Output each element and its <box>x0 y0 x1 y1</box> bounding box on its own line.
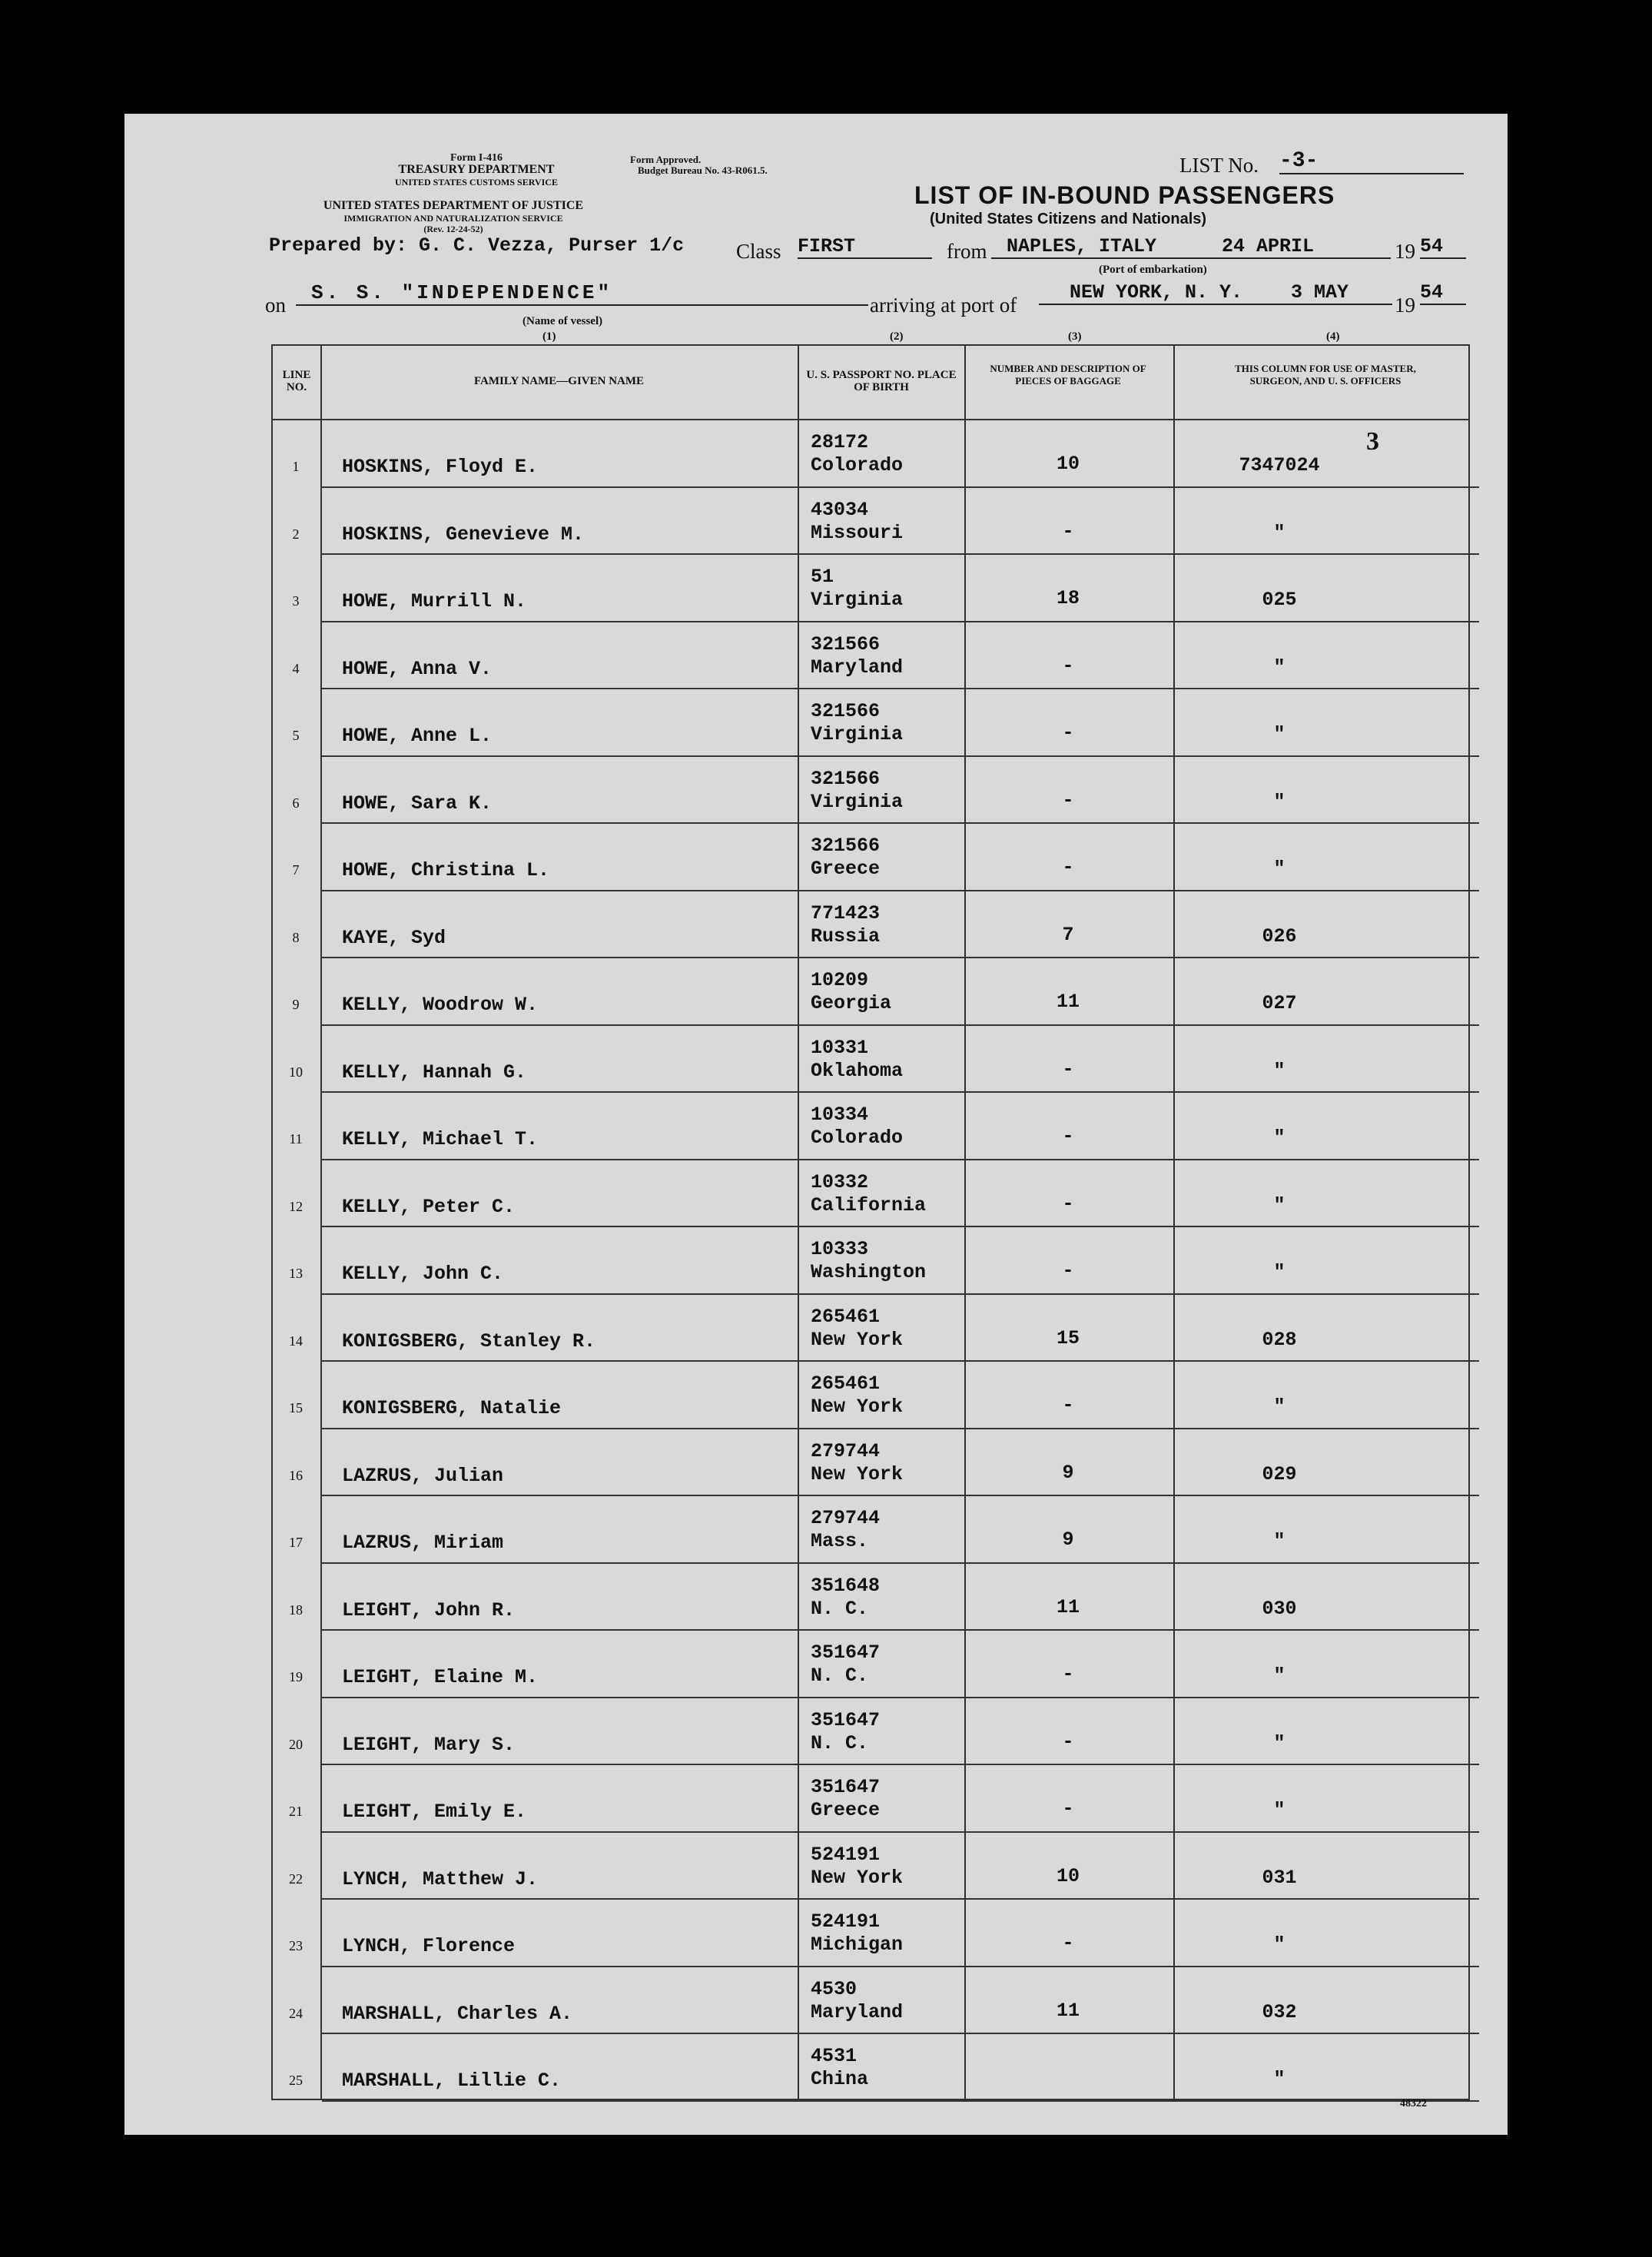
line-number: 8 <box>292 929 300 945</box>
place-of-birth: China <box>811 2068 869 2090</box>
table-row <box>273 689 1479 757</box>
baggage-count: 9 <box>1062 1528 1074 1551</box>
passenger-name: HOWE, Sara K. <box>342 792 493 815</box>
line-number: 19 <box>289 1669 303 1684</box>
table-row <box>273 622 1479 690</box>
line-number: 3 <box>292 593 300 609</box>
passport-number: 321566 <box>811 835 881 857</box>
passenger-table <box>271 344 1470 2100</box>
line-number: 11 <box>289 1131 303 1147</box>
header-officers: THIS COLUMN FOR USE OF MASTER, SURGEON, AND U. S. OFFICERS <box>1235 363 1416 387</box>
officer-note: " <box>1273 1261 1285 1283</box>
officer-note: " <box>1273 521 1285 544</box>
passenger-name: KONIGSBERG, Natalie <box>342 1397 562 1419</box>
passport-number: 51 <box>811 566 834 588</box>
line-number: 22 <box>289 1870 303 1887</box>
class-label: Class <box>736 240 781 263</box>
baggage-count: 11 <box>1056 1999 1080 2022</box>
line-number: 24 <box>289 2005 303 2021</box>
passport-number: 771423 <box>811 901 881 924</box>
officer-note: 029 <box>1262 1462 1297 1485</box>
place-of-birth: Colorado <box>811 1127 904 1149</box>
table-row <box>273 420 1479 488</box>
baggage-count: - <box>1062 1730 1074 1753</box>
passenger-name: LEIGHT, Mary S. <box>342 1733 516 1756</box>
place-of-birth: Greece <box>811 858 881 880</box>
table-row <box>273 1631 1479 1698</box>
passport-number: 10332 <box>811 1170 869 1193</box>
department-treasury: TREASURY DEPARTMENT <box>398 163 555 176</box>
prepared-by: Prepared by: G. C. Vezza, Purser 1/c <box>269 234 685 257</box>
place-of-birth: Mass. <box>811 1530 869 1552</box>
table-row <box>273 488 1479 556</box>
embarkation-year: 54 <box>1420 235 1466 259</box>
table-row <box>273 1900 1479 1967</box>
place-of-birth: Virginia <box>811 790 904 813</box>
passport-number: 10334 <box>811 1104 869 1126</box>
officer-note: " <box>1273 1396 1285 1418</box>
port-of-arrival: NEW YORK, N. Y. <box>1039 281 1392 305</box>
officer-note: 032 <box>1262 2000 1297 2023</box>
passenger-name: HOWE, Christina L. <box>342 859 550 881</box>
officer-note: " <box>1273 1933 1285 1956</box>
passenger-name: HOWE, Anne L. <box>342 725 493 747</box>
column-number-4: (4) <box>1326 330 1340 343</box>
place-of-birth: Colorado <box>811 454 904 476</box>
baggage-count: - <box>1062 856 1074 878</box>
place-of-birth: Greece <box>811 1799 881 1821</box>
passport-number: 265461 <box>811 1372 881 1395</box>
list-number-label: LIST No. <box>1179 154 1259 177</box>
baggage-count: - <box>1062 519 1074 543</box>
baggage-count: 10 <box>1056 453 1080 475</box>
officer-note: 7347024 <box>1239 454 1320 476</box>
port-embarkation-caption: (Port of embarkation) <box>1099 264 1207 276</box>
passenger-name: KELLY, Michael T. <box>342 1128 539 1150</box>
table-row <box>273 1564 1479 1631</box>
place-of-birth: New York <box>811 1462 904 1485</box>
arrival-year: 54 <box>1420 281 1466 305</box>
place-of-birth: Virginia <box>811 589 904 611</box>
line-number: 10 <box>289 1064 303 1080</box>
passenger-name: KONIGSBERG, Stanley R. <box>342 1329 596 1353</box>
officer-note: " <box>1273 1665 1285 1687</box>
line-number: 1 <box>292 459 300 474</box>
margin-mark: 3 <box>1366 427 1379 456</box>
port-of-embarkation: NAPLES, ITALY <box>991 235 1391 259</box>
line-number: 6 <box>292 795 300 811</box>
place-of-birth: Georgia <box>811 992 892 1014</box>
officer-note: 027 <box>1262 992 1297 1014</box>
officer-note: " <box>1273 790 1285 813</box>
baggage-count: - <box>1062 1394 1074 1416</box>
passenger-name: HOWE, Anna V. <box>342 657 493 680</box>
line-number: 20 <box>289 1736 303 1752</box>
place-of-birth: Missouri <box>811 521 904 544</box>
table-row <box>273 1227 1479 1295</box>
passenger-name: KELLY, Hannah G. <box>342 1060 527 1084</box>
header-passport: U. S. PASSPORT NO. PLACE OF BIRTH <box>806 369 957 393</box>
budget-bureau: Budget Bureau No. 43-R061.5. <box>638 164 768 176</box>
table-row <box>273 1429 1479 1497</box>
vessel-name: S. S. "INDEPENDENCE" <box>296 281 868 306</box>
table-row <box>273 1496 1479 1564</box>
column-number-2: (2) <box>890 330 904 343</box>
table-row <box>273 555 1479 622</box>
passenger-name: KAYE, Syd <box>342 926 446 949</box>
passenger-name: HOSKINS, Genevieve M. <box>342 523 585 546</box>
passenger-name: LEIGHT, Elaine M. <box>342 1666 539 1688</box>
baggage-count: - <box>1062 1932 1074 1954</box>
table-row <box>273 958 1479 1026</box>
table-row <box>273 1026 1479 1094</box>
header-baggage: NUMBER AND DESCRIPTION OF PIECES OF BAGGAGE <box>990 363 1146 387</box>
passport-number: 4531 <box>811 2045 858 2067</box>
form-subtitle: (United States Citizens and Nationals) <box>930 211 1207 227</box>
officer-note: " <box>1273 858 1285 880</box>
baggage-count: 10 <box>1056 1864 1080 1887</box>
officer-note: " <box>1273 1059 1285 1082</box>
line-number: 12 <box>289 1198 303 1214</box>
line-number: 2 <box>292 526 300 542</box>
table-row <box>273 757 1479 825</box>
line-number: 25 <box>289 2073 303 2088</box>
table-row <box>273 2034 1479 2102</box>
place-of-birth: New York <box>811 1328 904 1351</box>
customs-service: UNITED STATES CUSTOMS SERVICE <box>395 177 558 188</box>
ins-service: IMMIGRATION AND NATURALIZATION SERVICE <box>343 213 563 224</box>
baggage-count: - <box>1062 1663 1074 1685</box>
column-number-3: (3) <box>1068 330 1082 343</box>
line-number: 4 <box>292 660 300 676</box>
table-row <box>273 1967 1479 2035</box>
from-label: from <box>947 240 987 263</box>
line-number: 7 <box>292 862 300 878</box>
officer-note: 025 <box>1262 589 1297 611</box>
place-of-birth: N. C. <box>811 1597 869 1620</box>
on-label: on <box>265 294 286 317</box>
passport-number: 43034 <box>811 498 869 521</box>
baggage-count: - <box>1062 1260 1074 1282</box>
table-row <box>273 1362 1479 1429</box>
table-row <box>273 1160 1479 1228</box>
line-number: 18 <box>289 1601 303 1618</box>
passport-number: 28172 <box>811 431 869 453</box>
arrival-date: 3 MAY <box>1291 281 1349 304</box>
passport-number: 524191 <box>811 1843 881 1866</box>
place-of-birth: Michigan <box>811 1933 904 1956</box>
form-serial: 48322 <box>1400 2098 1427 2109</box>
table-row <box>273 1698 1479 1766</box>
arriving-label: arriving at port of <box>870 294 1017 317</box>
header-name: FAMILY NAME—GIVEN NAME <box>473 375 645 387</box>
line-number: 14 <box>289 1333 303 1349</box>
passenger-name: LYNCH, Matthew J. <box>342 1867 539 1890</box>
officer-note: 026 <box>1262 924 1297 948</box>
place-of-birth: Russia <box>811 924 881 948</box>
passport-number: 351647 <box>811 1776 881 1798</box>
baggage-count: - <box>1062 654 1074 677</box>
passport-number: 279744 <box>811 1507 881 1529</box>
table-row <box>273 1833 1479 1900</box>
passport-number: 10209 <box>811 969 869 991</box>
year-prefix: 19 <box>1395 240 1415 263</box>
line-number: 23 <box>289 1938 303 1953</box>
passport-number: 321566 <box>811 700 881 722</box>
place-of-birth: Oklahoma <box>811 1059 904 1082</box>
baggage-count: 18 <box>1056 587 1080 609</box>
passenger-name: KELLY, Woodrow W. <box>342 994 539 1016</box>
revision-date: (Rev. 12-24-52) <box>423 224 483 234</box>
passport-number: 351648 <box>811 1574 881 1597</box>
passenger-name: KELLY, Peter C. <box>342 1195 516 1218</box>
officer-note: 031 <box>1262 1866 1297 1889</box>
place-of-birth: Maryland <box>811 656 904 679</box>
form-approved: Form Approved. <box>630 154 702 165</box>
passport-number: 10331 <box>811 1036 869 1059</box>
line-number: 13 <box>289 1266 303 1281</box>
passport-number: 351647 <box>811 1641 881 1664</box>
passenger-name: MARSHALL, Lillie C. <box>342 2069 562 2092</box>
line-number: 5 <box>292 728 300 743</box>
class-value: FIRST <box>798 235 932 259</box>
place-of-birth: Virginia <box>811 723 904 745</box>
baggage-count: 9 <box>1062 1461 1074 1484</box>
baggage-count: 11 <box>1056 991 1080 1013</box>
baggage-count: - <box>1062 1057 1074 1080</box>
passport-number: 321566 <box>811 632 881 656</box>
place-of-birth: N. C. <box>811 1731 869 1754</box>
form-number: Form I-416 <box>449 152 503 164</box>
department-justice: UNITED STATES DEPARTMENT OF JUSTICE <box>323 199 584 212</box>
place-of-birth: New York <box>811 1866 904 1889</box>
passenger-name: MARSHALL, Charles A. <box>342 2002 573 2025</box>
header-line-no: LINE NO. <box>282 369 311 393</box>
line-number: 15 <box>289 1400 303 1416</box>
embarkation-date: 24 APRIL <box>1222 235 1315 257</box>
passport-number: 524191 <box>811 1910 881 1933</box>
passenger-name: HOWE, Murrill N. <box>342 590 527 612</box>
list-number: -3- <box>1279 149 1464 174</box>
table-row <box>273 1765 1479 1833</box>
officer-note: " <box>1273 1731 1285 1754</box>
passport-number: 321566 <box>811 767 881 790</box>
baggage-count: 11 <box>1056 1595 1080 1618</box>
officer-note: " <box>1273 1193 1285 1216</box>
baggage-count: - <box>1062 1797 1074 1820</box>
form-title: LIST OF IN-BOUND PASSENGERS <box>914 181 1335 209</box>
place-of-birth: Washington <box>811 1261 927 1283</box>
passport-number: 265461 <box>811 1305 881 1328</box>
officer-note: " <box>1273 1799 1285 1821</box>
baggage-count: - <box>1062 722 1074 744</box>
place-of-birth: Maryland <box>811 2000 904 2023</box>
baggage-count: 15 <box>1056 1326 1080 1349</box>
passport-number: 279744 <box>811 1439 881 1462</box>
officer-note: " <box>1273 1530 1285 1552</box>
row-divider <box>322 2100 1479 2102</box>
passport-number: 4530 <box>811 1977 858 2000</box>
line-number: 9 <box>292 997 300 1012</box>
officer-note: 030 <box>1262 1597 1297 1620</box>
officer-note: " <box>1273 1127 1285 1149</box>
passenger-name: KELLY, John C. <box>342 1263 504 1285</box>
place-of-birth: N. C. <box>811 1665 869 1687</box>
baggage-count: 7 <box>1062 923 1074 946</box>
passenger-name: LEIGHT, Emily E. <box>342 1801 527 1823</box>
place-of-birth: California <box>811 1193 927 1216</box>
line-number: 21 <box>289 1804 303 1819</box>
line-number: 17 <box>289 1535 303 1550</box>
table-row <box>273 891 1479 959</box>
officer-note: 028 <box>1262 1328 1297 1351</box>
baggage-count: - <box>1062 1192 1074 1215</box>
passport-number: 351647 <box>811 1708 881 1731</box>
table-row <box>273 824 1479 891</box>
passenger-name: LEIGHT, John R. <box>342 1598 516 1621</box>
line-number: 16 <box>289 1467 303 1483</box>
vessel-caption: (Name of vessel) <box>522 315 603 327</box>
passenger-name: LYNCH, Florence <box>342 1935 516 1957</box>
officer-note: " <box>1273 656 1285 679</box>
table-row <box>273 1295 1479 1362</box>
officer-note: " <box>1273 2068 1285 2090</box>
baggage-count: - <box>1062 1125 1074 1147</box>
passenger-name: LAZRUS, Julian <box>342 1464 504 1487</box>
column-number-1: (1) <box>542 330 556 343</box>
year-prefix: 19 <box>1395 294 1415 317</box>
baggage-count: - <box>1062 788 1074 812</box>
table-row <box>273 1093 1479 1160</box>
passport-number: 10333 <box>811 1238 869 1260</box>
place-of-birth: New York <box>811 1396 904 1418</box>
officer-note: " <box>1273 723 1285 745</box>
passenger-name: HOSKINS, Floyd E. <box>342 456 539 478</box>
passenger-name: LAZRUS, Miriam <box>342 1532 504 1554</box>
